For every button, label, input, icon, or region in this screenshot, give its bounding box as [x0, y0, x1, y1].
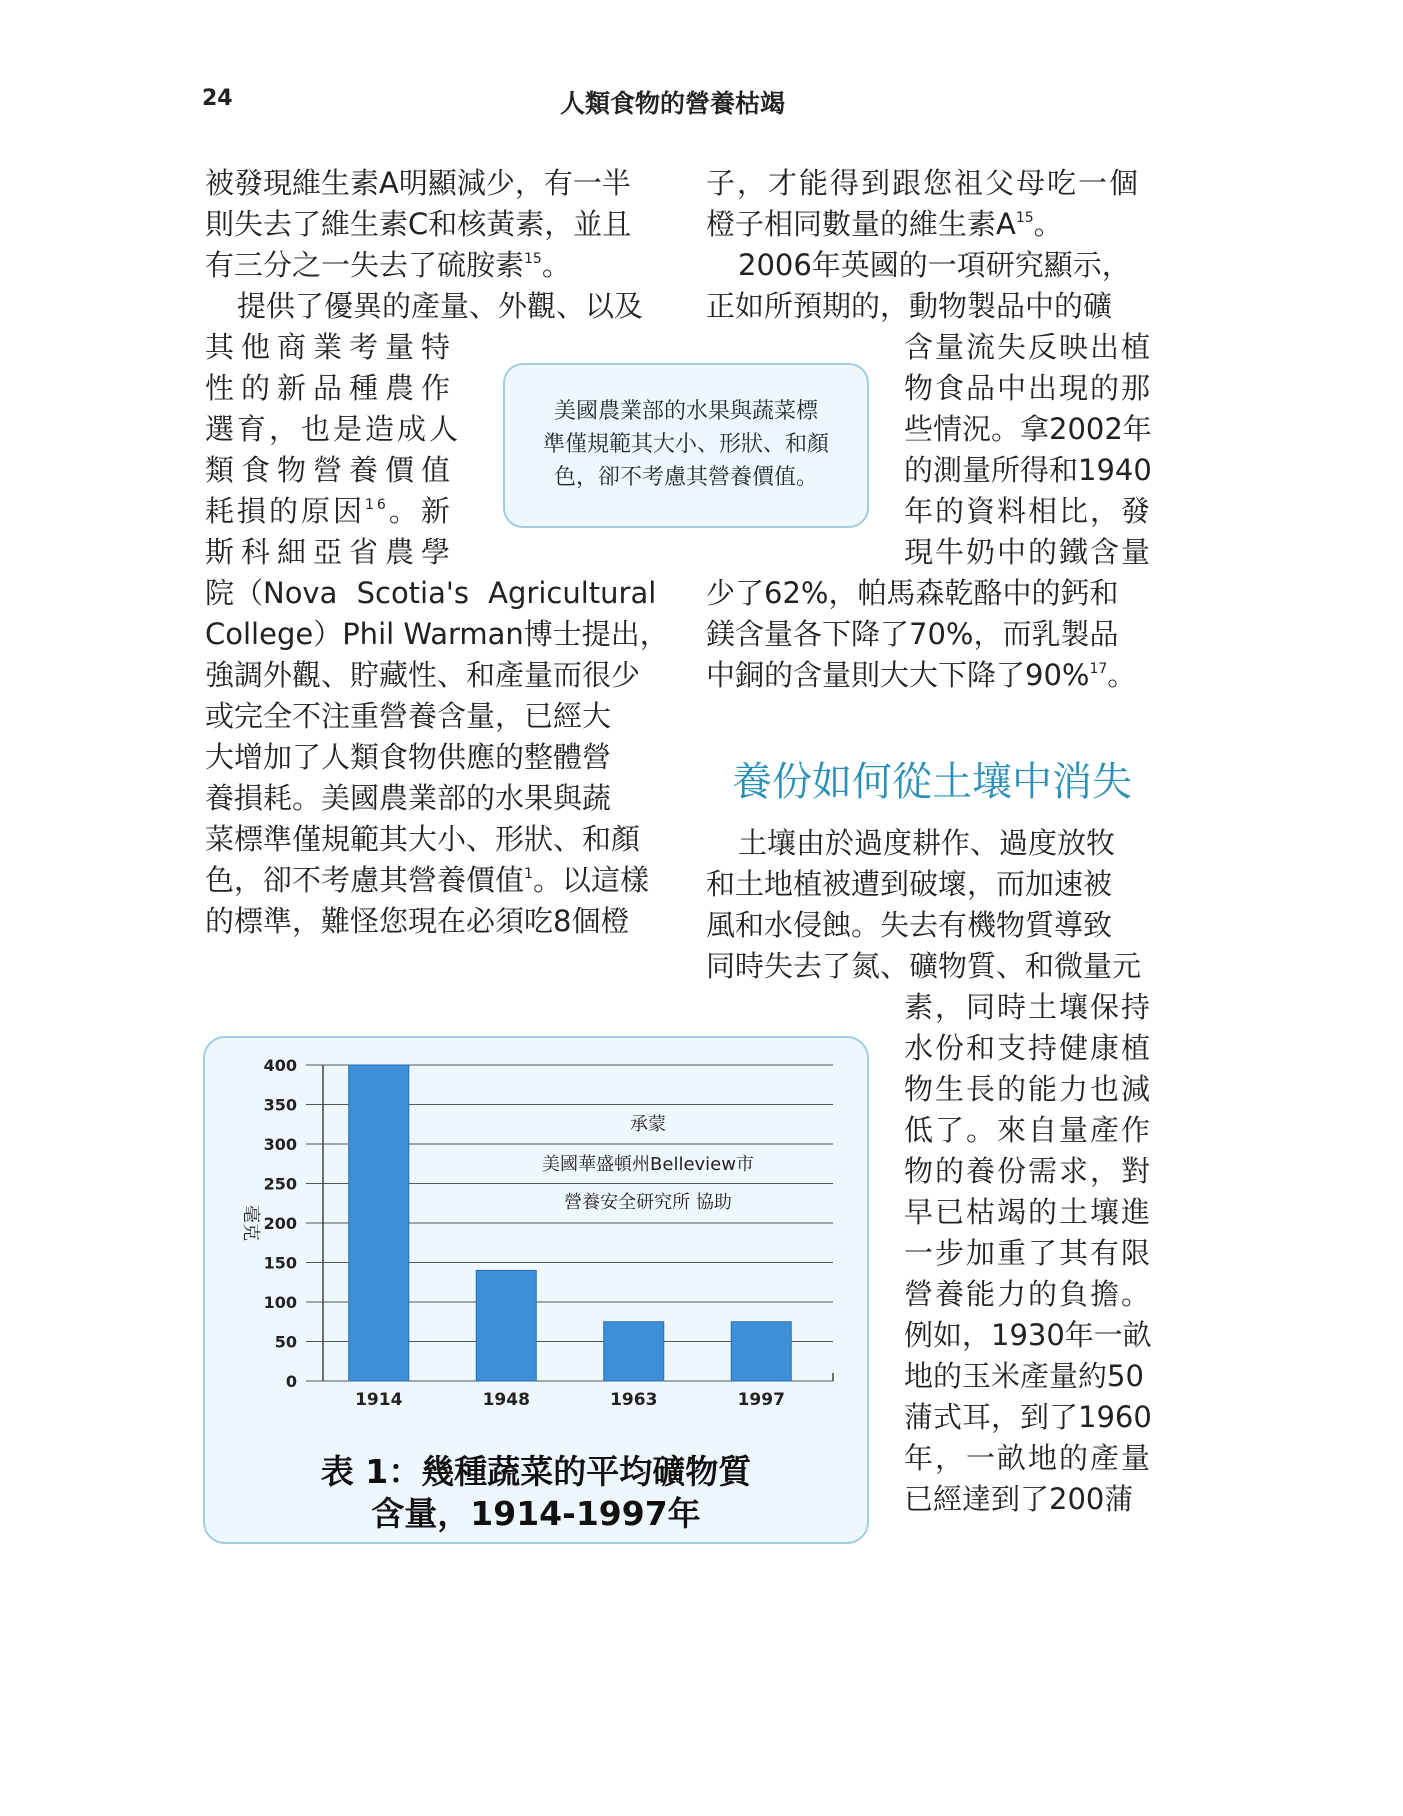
chart-annotation: 營養安全研究所 協助	[564, 1192, 732, 1213]
paragraph-line: College）Phil Warman博士提出，	[205, 617, 669, 651]
x-tick-label: 1963	[610, 1390, 658, 1410]
paragraph-line: 年的資料相比，發	[904, 494, 1153, 528]
paragraph-line: 低了。來自量產作	[904, 1113, 1153, 1147]
y-tick-label: 350	[263, 1095, 297, 1115]
footnote-ref: 15	[1015, 210, 1034, 226]
bar-1963	[604, 1322, 664, 1381]
x-tick-label: 1948	[482, 1390, 530, 1410]
paragraph-line: 同時失去了氮、礦物質、和微量元	[706, 949, 1142, 983]
chart-annotation: 美國華盛頓州Belleview市	[542, 1154, 754, 1175]
paragraph-line: 現牛奶中的鐵含量	[904, 535, 1153, 569]
chart-panel	[203, 1036, 869, 1544]
running-title: 人類食物的營養枯竭	[560, 89, 786, 118]
pull-quote-box	[503, 363, 869, 528]
y-tick-label: 50	[274, 1332, 297, 1352]
paragraph-line: 有三分之一失去了硫胺素$^{15}$。	[205, 248, 571, 282]
y-tick-label: 0	[285, 1372, 297, 1391]
paragraph-line: 已經達到了200蒲	[904, 1482, 1134, 1516]
paragraph-line: 營養能力的負擔。	[904, 1277, 1153, 1311]
y-tick-label: 250	[263, 1174, 297, 1194]
x-tick-label: 1914	[355, 1390, 403, 1410]
paragraph-line: 正如所預期的，動物製品中的礦	[706, 289, 1113, 323]
paragraph-line: 土壤由於過度耕作、過度放牧	[738, 826, 1116, 860]
paragraph-line: 其他商業考量特	[205, 330, 458, 364]
paragraph-line: 風和水侵蝕。失去有機物質導致	[706, 908, 1113, 942]
paragraph-line: 地的玉米產量約50	[904, 1359, 1144, 1393]
paragraph-line: 的測量所得和1940	[904, 453, 1152, 487]
paragraph-line: 菜標準僅規範其大小、形狀、和顏	[205, 822, 641, 856]
paragraph-line: 早已枯竭的土壤進	[904, 1195, 1153, 1229]
paragraph-line: 類食物營養價值	[205, 453, 458, 487]
paragraph-line: 素，同時土壤保持	[904, 990, 1153, 1024]
y-tick-label: 100	[263, 1293, 297, 1312]
chart-annotation: 承蒙	[630, 1114, 666, 1135]
paragraph-line: 鎂含量各下降了70%，而乳製品	[706, 617, 1119, 651]
y-axis-label: 毫克	[240, 1205, 261, 1241]
paragraph-line: 例如，1930年一畝	[904, 1318, 1152, 1352]
paragraph-line: 物的養份需求，對	[904, 1154, 1153, 1188]
paragraph-line: 的標準，難怪您現在必須吃8個橙	[205, 904, 630, 938]
paragraph-line: 年，一畝地的產量	[904, 1441, 1153, 1475]
paragraph-line: 含量流失反映出植	[904, 330, 1153, 364]
bar-1997	[731, 1322, 791, 1381]
paragraph-line: 2006年英國的一項研究顯示，	[738, 248, 1131, 282]
paragraph-line: 斯科細亞省農學	[205, 535, 458, 569]
paragraph-line: 一步加重了其有限	[904, 1236, 1153, 1270]
pull-quote-line: 色，卻不考慮其營養價值。	[553, 465, 818, 490]
y-tick-label: 200	[263, 1214, 297, 1233]
paragraph-line: 強調外觀、貯藏性、和產量而很少	[205, 658, 641, 692]
paragraph-line: 橙子相同數量的維生素$A^{15}$。	[706, 207, 1063, 241]
paragraph-line: 物食品中出現的那	[904, 371, 1153, 405]
x-tick-label: 1997	[737, 1390, 785, 1410]
pull-quote-line: 美國農業部的水果與蔬菜標	[553, 399, 818, 424]
footnote-ref: 15	[524, 251, 542, 267]
paragraph-line: 些情況。拿2002年	[904, 412, 1152, 446]
paragraph-line: 則失去了維生素C和核黃素，並且	[205, 207, 632, 241]
paragraph-line: 被發現維生素A明顯減少，有一半	[205, 166, 631, 200]
paragraph-line: 和土地植被遭到破壞，而加速被	[706, 867, 1113, 901]
paragraph-line: 少了62%，帕馬森乾酪中的鈣和	[706, 576, 1119, 610]
paragraph-line: 選育，也是造成人	[205, 412, 462, 446]
paragraph-line: 院（Nova Scotia's Agricultural	[205, 576, 657, 610]
bar-1914	[349, 1065, 409, 1381]
section-heading: 養份如何從土壤中消失	[732, 759, 1132, 805]
y-tick-label: 400	[263, 1056, 297, 1075]
paragraph-line: 色，卻不考慮其營養價值$^1$。以這樣	[205, 863, 649, 897]
paragraph-line: 性的新品種農作	[205, 371, 458, 405]
footnote-ref: 17	[1089, 661, 1108, 677]
paragraph-line: 耗損的原因$^{16}$。新	[205, 494, 453, 528]
paragraph-line: 或完全不注重營養含量，已經大	[205, 699, 612, 733]
paragraph-line: 養損耗。美國農業部的水果與蔬	[205, 781, 612, 815]
y-tick-label: 300	[263, 1135, 297, 1154]
pull-quote-line: 準僅規範其大小、形狀、和顏	[542, 432, 829, 457]
paragraph-line: 物生長的能力也減	[904, 1072, 1153, 1106]
page-number: 24	[202, 86, 233, 111]
paragraph-line: 大增加了人類食物供應的整體營	[205, 740, 612, 774]
chart-caption: 表 1：幾種蔬菜的平均礦物質	[320, 1452, 752, 1491]
paragraph-line: 子，才能得到跟您祖父母吃一個	[706, 166, 1141, 200]
footnote-ref: 16	[365, 497, 389, 513]
paragraph-line: 提供了優異的產量、外觀、以及	[237, 289, 644, 323]
bar-1948	[476, 1270, 536, 1381]
paragraph-line: 蒲式耳，到了1960	[904, 1400, 1152, 1434]
paragraph-line: 中銅的含量則大大下降了90%$^{17}$。	[706, 658, 1137, 692]
paragraph-line: 水份和支持健康植	[904, 1031, 1153, 1065]
chart-caption: 含量，1914-1997年	[371, 1494, 701, 1533]
footnote-ref: 1	[524, 866, 533, 882]
y-tick-label: 150	[263, 1253, 297, 1273]
